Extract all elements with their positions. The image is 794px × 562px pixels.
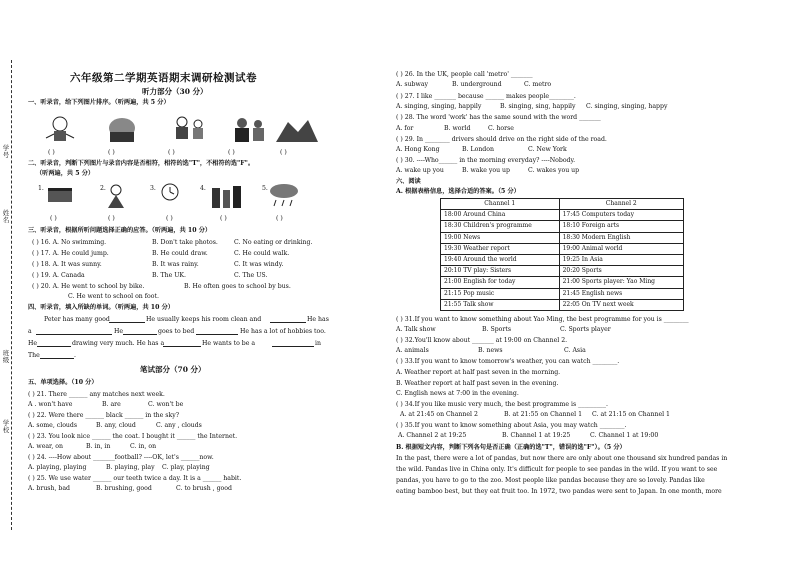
s1-blank-1[interactable]: ( ) (48, 149, 55, 156)
q33-c: C. English news at 7:00 in the evening. (396, 390, 519, 397)
picture-great-wall-icon (276, 120, 318, 142)
section-6a-heading: A. 根据表格信息，选择合适的答案。（5 分） (396, 188, 520, 195)
q18-c: C. It was windy. (234, 261, 284, 268)
s4-line1-a: Peter has many good (44, 316, 110, 323)
table-cell: 20:20 Sports (559, 266, 683, 277)
q26-a: A. subway (396, 81, 429, 88)
s4-blank-7[interactable] (163, 346, 201, 347)
table-row (441, 210, 684, 221)
s2-blank-3[interactable]: ( ) (166, 215, 173, 222)
q32-c: C. Asia (564, 347, 586, 354)
table-cell: 18:10 Foreign arts (559, 221, 683, 232)
s4-line2-c: goes to bed (158, 328, 195, 335)
picture-boy-icon (46, 117, 74, 141)
q30-b: B. wake you up (462, 167, 510, 174)
s2-num-2: 2. (100, 185, 106, 192)
q21-b: B. are (102, 401, 121, 408)
picture-rain-cloud-icon (270, 184, 298, 206)
passage-line: the wild. Pandas live in China only. It's difficult for people to see pandas in the wild. If you want to see (396, 466, 718, 473)
q22-a: A. some, clouds (28, 422, 78, 429)
q22: ( ) 22. Were there ______ black ______ in the sky? (28, 412, 180, 419)
s4-line3-b: drawing very much. He has a (72, 340, 165, 347)
tv-schedule-table (440, 198, 684, 311)
section-4-heading: 四、听录音，填入所缺的单词。（听两遍，共 10 分） (28, 304, 174, 311)
q28-c: C. horse (488, 125, 514, 132)
table-cell: 21:00 English for today (441, 277, 560, 288)
table-cell: 18:30 Modern English (559, 232, 683, 243)
s1-blank-5[interactable]: ( ) (280, 149, 287, 156)
s4-line3-c: He wants to be a (202, 340, 256, 347)
margin-label-name: 姓名 (2, 209, 10, 224)
q34-a: A. at 21:45 on Channel 2 (400, 411, 478, 418)
q26: ( ) 26. In the UK, people call 'metro' _______ (396, 71, 533, 78)
s4-line2-a: a (28, 328, 32, 335)
s4-blank-9[interactable] (40, 358, 74, 359)
s1-blank-4[interactable]: ( ) (228, 149, 235, 156)
section-1-pictures (32, 114, 322, 148)
s4-line4-a: The (28, 352, 40, 359)
table-cell: 19:00 Animal world (559, 243, 683, 254)
q34-c: C. at 21:15 on Channel 1 (592, 411, 670, 418)
q18-b: B. It was rainy. (152, 261, 199, 268)
margin-label-school: 学校 (2, 419, 10, 434)
q27-a: A. singing, singing, happily (396, 103, 482, 110)
q30-a: A. wake up you (396, 167, 444, 174)
table-cell: 22:05 On TV next week (559, 299, 683, 310)
q35-c: C. Channel 1 at 19:00 (590, 432, 659, 439)
q31: ( ) 31.If you want to know something about Yao Ming, the best programme for you is ________ (396, 316, 689, 323)
q35: ( ) 35.If you want to know something about Asia, you may watch ________. (396, 422, 627, 429)
q33-b: B. Weather report at half past seven in the evening. (396, 380, 559, 387)
q20-a: ( ) 20. A. He went to school by bike. (32, 283, 145, 290)
passage-line: In the past, there were a lot of pandas, but now there are only about one thousand six hundred pandas in (396, 455, 728, 462)
s4-line1-b: He usually keeps his room clean and (146, 316, 262, 323)
q25: ( ) 25. We use water ______ our teeth twice a day. It is a ______ habit. (28, 475, 242, 482)
s1-blank-3[interactable]: ( ) (168, 149, 175, 156)
q34: ( ) 34.If you like music very much, the best programme is _________. (396, 401, 608, 408)
table-cell: 21:15 Pop music (441, 288, 560, 299)
s1-blank-2[interactable]: ( ) (108, 149, 115, 156)
q17-c: C. He could walk. (234, 250, 290, 257)
q16-b: B. Don't take photos. (152, 239, 218, 246)
q33-a: A. Weather report at half past seven in the morning. (396, 369, 561, 376)
q30-c: C. wakes you up (528, 167, 580, 174)
q19-c: C. The US. (234, 272, 268, 279)
s4-line2-b: He (114, 328, 124, 335)
q17-b: B. He could draw. (152, 250, 208, 257)
q31-b: B. Sports (482, 326, 512, 333)
q35-a: A. Channel 2 at 19:25 (398, 432, 467, 439)
s4-blank-3[interactable] (36, 334, 112, 335)
q16-a: ( ) 16. A. No swimming. (32, 239, 107, 246)
table-cell: 20:10 TV play: Sisters (441, 266, 560, 277)
table-row (441, 266, 684, 277)
q33: ( ) 33.If you want to know tomorrow's weather, you can watch ________. (396, 358, 620, 365)
table-row (441, 243, 684, 254)
table-cell: 18:30 Children's programme (441, 221, 560, 232)
section-1-heading: 一、听录音，给下列图片排序。（听两遍，共 5 分） (28, 99, 170, 106)
s4-blank-1[interactable] (109, 322, 145, 323)
binding-margin-line (11, 60, 12, 530)
table-row (441, 255, 684, 266)
written-header: 笔试部分（70 分） (140, 365, 206, 374)
picture-girl-icon (108, 185, 124, 208)
s2-num-5: 5. (262, 185, 268, 192)
section-5-heading: 五、单项选择。（10 分） (28, 379, 98, 386)
margin-label-class: 班级 (2, 349, 10, 364)
q31-a: A. Talk show (396, 326, 436, 333)
picture-people-icon (235, 118, 264, 142)
q26-b: B. underground (452, 81, 502, 88)
q24-b: B. playing, play (106, 464, 155, 471)
q16-c: C. No eating or drinking. (234, 239, 313, 246)
q29-a: A. Hong Kong (396, 146, 440, 153)
s2-num-3: 3. (150, 185, 156, 192)
table-cell: 19:25 In Asia (559, 255, 683, 266)
q29-b: B. London (462, 146, 494, 153)
q35-b: B. Channel 1 at 19:25 (502, 432, 571, 439)
q27-c: C. singing, singing, happy (586, 103, 668, 110)
passage-line: eating bamboo best, but they eat fruit too. In 1972, two pandas were sent to Japan. In one month, more (396, 488, 722, 495)
picture-painting-icon (109, 118, 135, 142)
passage-line: pandas, you have to go to the zoo. Most people like pandas because they are so lovely. Pandas like (396, 477, 705, 484)
table-cell: 17:45 Computers today (559, 210, 683, 221)
q17-a: ( ) 17. A. He could jump. (32, 250, 109, 257)
s4-line1-c: He has (307, 316, 329, 323)
q28: ( ) 28. The word 'work' has the same sound with the word _______ (396, 114, 601, 121)
q21: ( ) 21. There ______ any matches next week. (28, 391, 165, 398)
s4-blank-6[interactable] (37, 346, 71, 347)
picture-kids-icon (176, 117, 203, 139)
table-row (441, 299, 684, 310)
q23: ( ) 23. You look nice ______ the coat. I bought it ______ the Internet. (28, 433, 238, 440)
table-row (441, 277, 684, 288)
q22-b: B. any, cloud (96, 422, 136, 429)
q19-b: B. The UK. (152, 272, 187, 279)
q25-c: C. to brush , good (176, 485, 232, 492)
s4-line4-b: . (74, 352, 76, 359)
s2-blank-2[interactable]: ( ) (108, 215, 115, 222)
q23-c: C. in, on (130, 443, 157, 450)
q26-c: C. metro (524, 81, 552, 88)
q24-c: C. play, playing (162, 464, 210, 471)
s4-line3-a: He (28, 340, 38, 347)
q21-c: C. won't be (148, 401, 184, 408)
s2-blank-1[interactable]: ( ) (50, 215, 57, 222)
q27-b: B. singing, sing, happily (500, 103, 576, 110)
q20-b: B. He often goes to school by bus. (184, 283, 291, 290)
table-header-row (441, 199, 684, 210)
table-cell: 21:45 English news (559, 288, 683, 299)
section-2-pictures (44, 182, 314, 212)
q24-a: A. playing, playing (28, 464, 87, 471)
q28-b: B. world (444, 125, 471, 132)
table-row (441, 232, 684, 243)
q32: ( ) 32.You'll know about _______ at 19:00 on Channel 2. (396, 337, 568, 344)
section-6b-heading: B. 根据短文内容，判断下列各句是否正确（正确的选"T"，错误的选"F"）。（5 分） (396, 444, 626, 451)
table-row (441, 221, 684, 232)
listening-header: 听力部分（30 分） (142, 87, 208, 96)
table-cell: 19:40 Around the world (441, 255, 560, 266)
table-row (441, 288, 684, 299)
margin-label-student-no: 学号 (2, 144, 10, 159)
table-header: Channel 1 (441, 199, 560, 210)
q30: ( ) 30. ----Who______ in the morning everyday? ----Nobody. (396, 157, 576, 164)
q22-c: C. any , clouds (156, 422, 202, 429)
s4-blank-4[interactable] (123, 334, 157, 335)
q32-b: B. news (478, 347, 503, 354)
table-cell: 21:00 Sports player: Yao Ming (559, 277, 683, 288)
exam-title: 六年级第二学期英语期末调研检测试卷 (70, 72, 257, 84)
section-6-heading: 六、阅读 (396, 178, 421, 185)
picture-sandwich-icon (48, 188, 72, 202)
s2-blank-4[interactable]: ( ) (220, 215, 227, 222)
s4-blank-2[interactable] (270, 322, 306, 323)
q19-a: ( ) 19. A. Canada (32, 272, 85, 279)
s4-blank-5[interactable] (196, 334, 238, 335)
q34-b: B. at 21:55 on Channel 1 (504, 411, 583, 418)
q18-a: ( ) 18. A. It was sunny. (32, 261, 102, 268)
q20-c: C. He went to school on foot. (68, 293, 159, 300)
picture-family-icon (212, 186, 241, 208)
q21-a: A . won't have (28, 401, 73, 408)
q23-a: A. wear, on (28, 443, 63, 450)
q29-c: C. New York (528, 146, 567, 153)
s4-line3-d: in (315, 340, 321, 347)
q24: ( ) 24. ----How about _______football? ----OK, let's ______now. (28, 454, 214, 461)
table-cell: 21:55 Talk show (441, 299, 560, 310)
s2-num-4: 4. (200, 185, 206, 192)
section-2-heading: 二、听录音，判断下列图片与录音内容是否相符，相符的选"T"，不相符的选"F"。 (28, 160, 255, 167)
q32-a: A. animals (396, 347, 429, 354)
s4-blank-8[interactable] (272, 346, 314, 347)
s2-num-1: 1. (38, 185, 44, 192)
q31-c: C. Sports player (560, 326, 611, 333)
s4-line2-d: He has a lot of hobbies too. (240, 328, 326, 335)
q28-a: A. for (396, 125, 414, 132)
q25-b: B. brushing, good (96, 485, 152, 492)
table-cell: 19:00 News (441, 232, 560, 243)
picture-clock-icon (162, 184, 178, 200)
section-2-heading-b: （听两遍，共 5 分） (36, 170, 95, 177)
q27: ( ) 27. I like _______ because ______ makes people________. (396, 93, 576, 100)
q23-b: B. in, in (86, 443, 111, 450)
table-header: Channel 2 (559, 199, 683, 210)
q25-a: A. brush, bad (28, 485, 71, 492)
table-cell: 18:00 Around China (441, 210, 560, 221)
section-3-heading: 三、听录音，根据所听问题选择正确的应答。（听两遍，共 10 分） (28, 227, 212, 234)
table-cell: 19:30 Weather report (441, 243, 560, 254)
q29: ( ) 29. In ________ drivers should drive on the right side of the road. (396, 136, 607, 143)
s2-blank-5[interactable]: ( ) (276, 215, 283, 222)
